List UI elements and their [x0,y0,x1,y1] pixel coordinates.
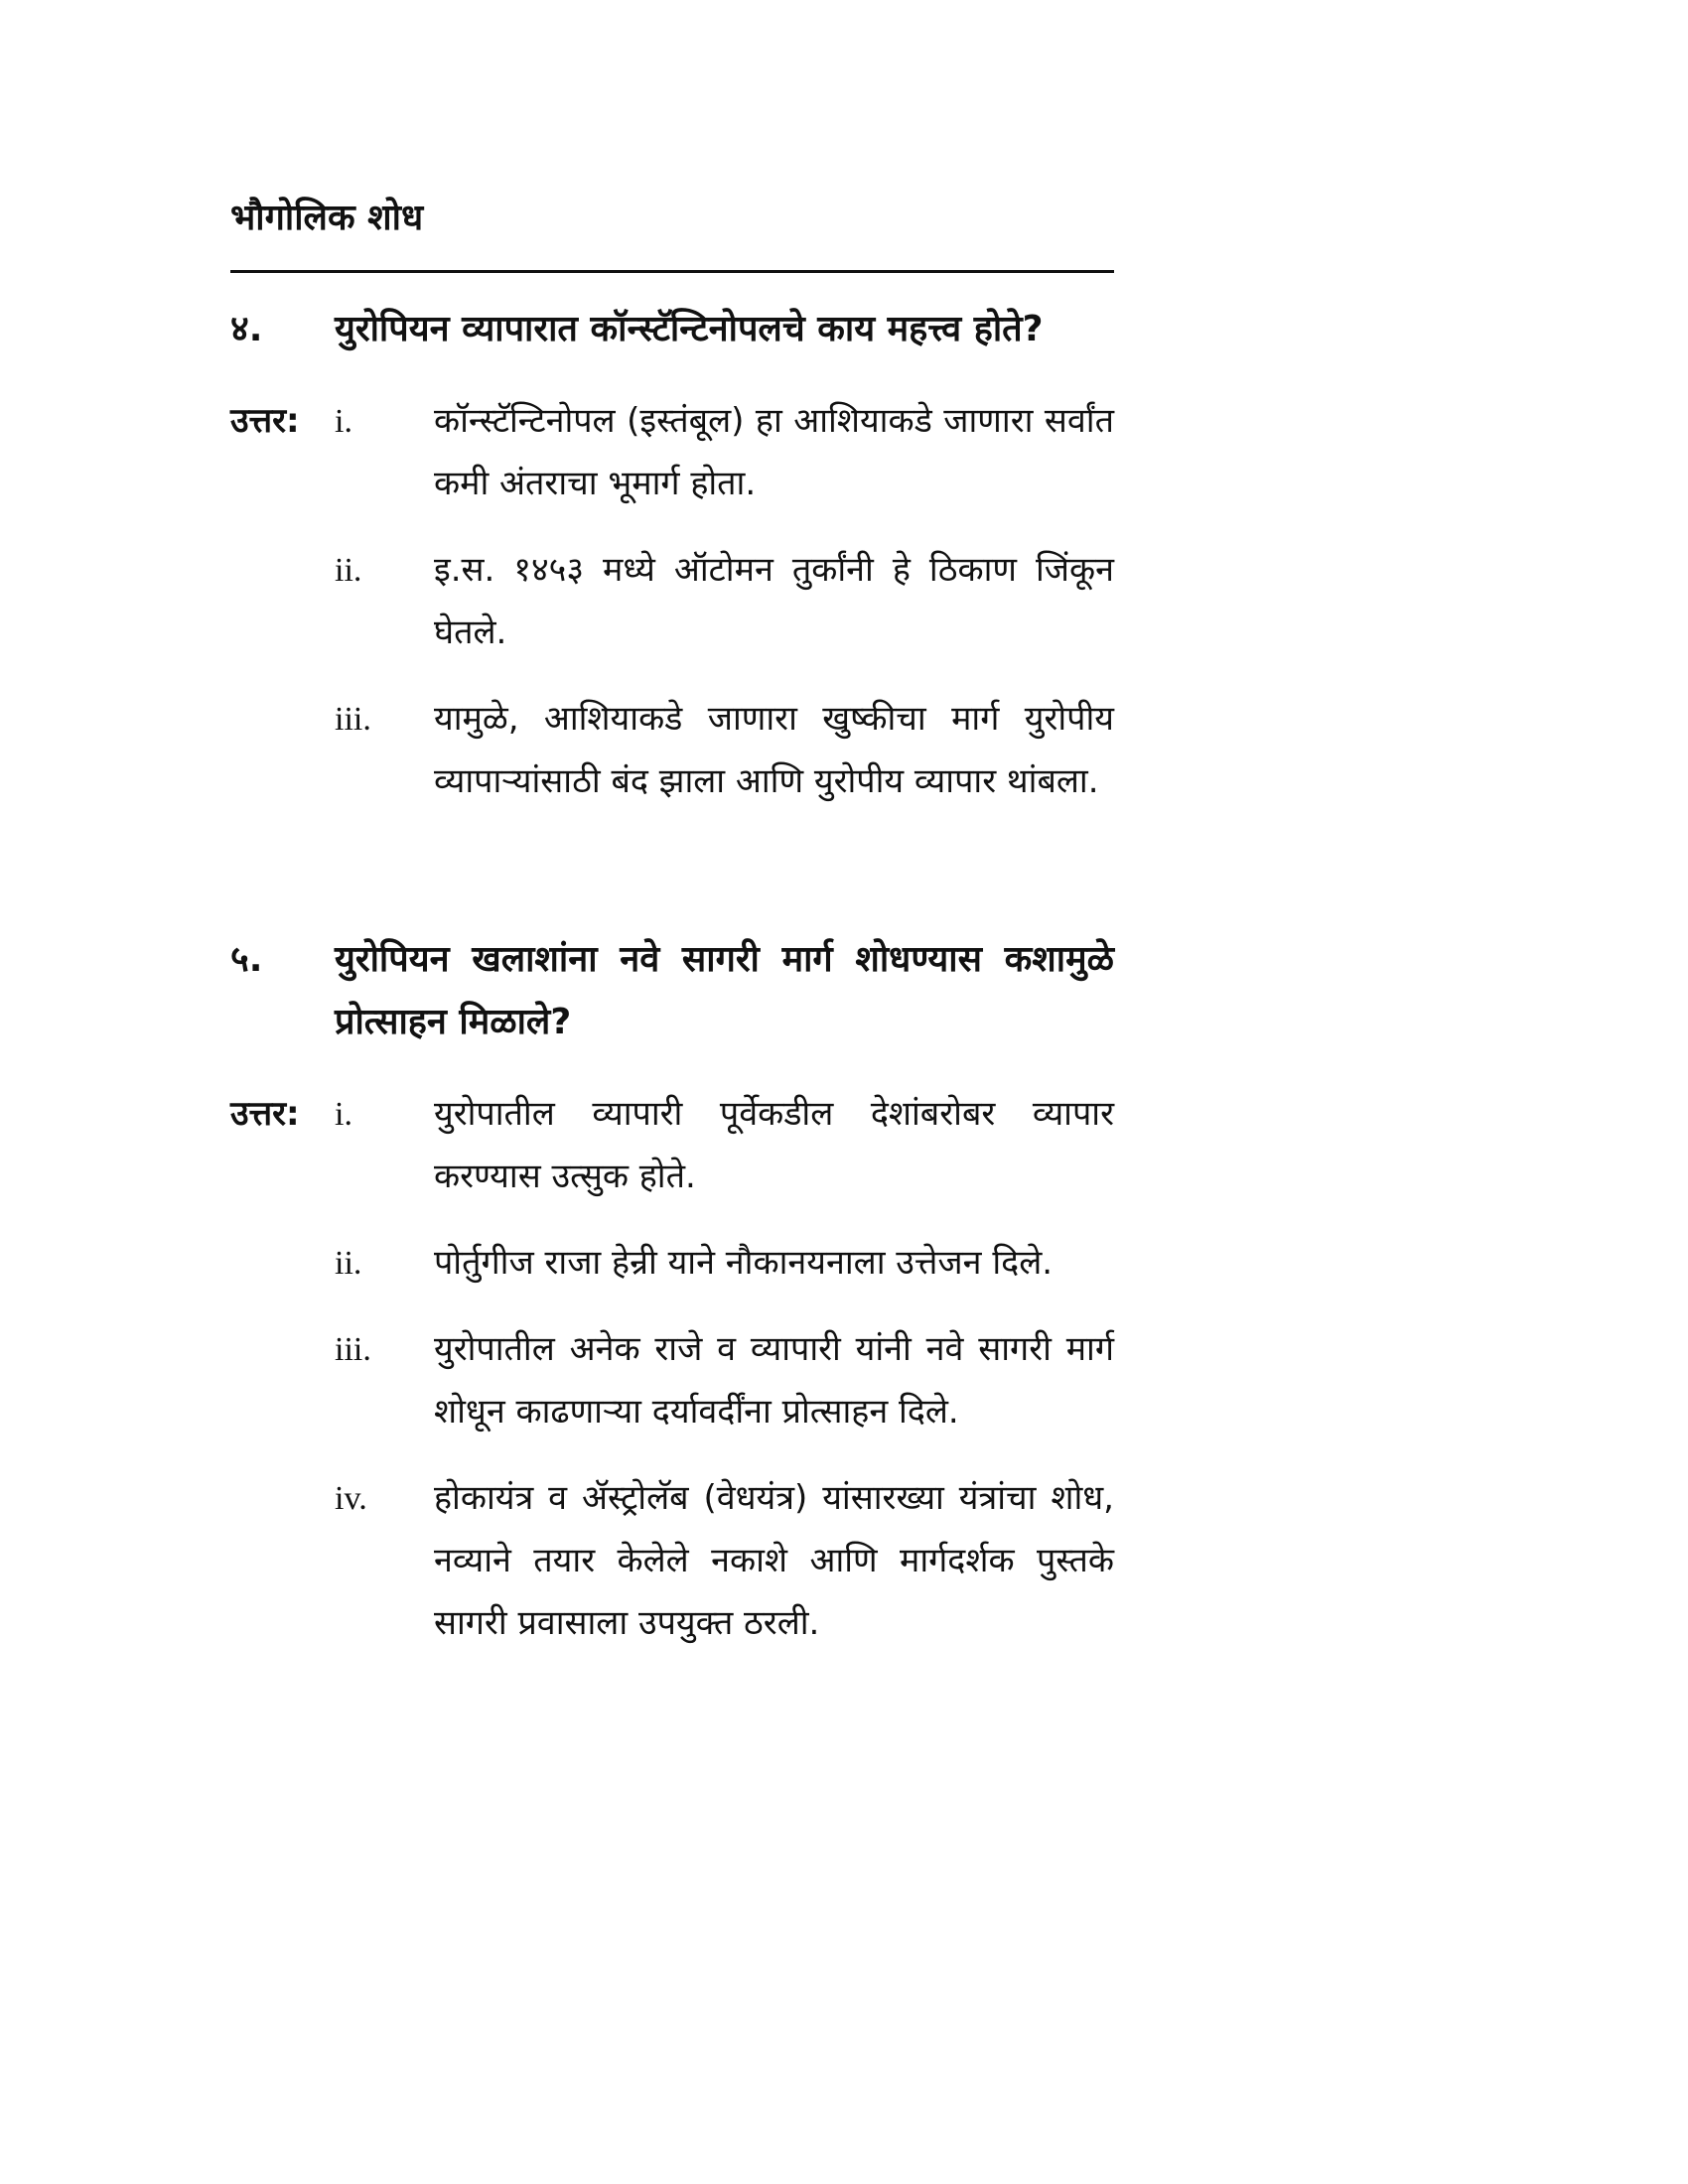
question-block-5 [230,928,1114,1679]
answer-text: होकायंत्र व ॲस्ट्रोलॅब (वेधयंत्र) यांसारख्या यंत्रांचा शोध, नव्याने तयार केलेले नकाशे आणि मार्गदर्शक पुस्तके सागरी प्रवासाला उपयुक्त ठरली. [434,1478,1114,1643]
answer-label: उत्तर: [230,401,300,441]
question-text: युरोपियन व्यापारात कॉन्स्टॅन्टिनोपलचे काय महत्त्व होते? [335,309,1044,349]
answer-item [230,1318,1114,1443]
answer-list [230,390,1114,813]
question-row [230,298,1114,360]
answer-text: यामुळे, आशियाकडे जाणारा खुष्कीचा मार्ग युरोपीय व्यापाऱ्यांसाठी बंद झाला आणि युरोपीय व्यापार थांबला. [434,699,1114,801]
answer-label: उत्तर: [230,1094,300,1134]
answer-item [230,1467,1114,1655]
answer-number: iv. [335,1480,367,1517]
answer-text: इ.स. १४५३ मध्ये ऑटोमन तुर्कांनी हे ठिकाण जिंकून घेतले. [434,550,1114,652]
answer-number: i. [335,1096,352,1133]
question-text: युरोपियन खलाशांना नवे सागरी मार्ग शोधण्यास कशामुळे प्रोत्साहन मिळाले? [335,939,1114,1042]
answer-item [230,390,1114,515]
question-number: ४. [230,309,263,349]
question-block-4 [230,298,1114,837]
answer-number: ii. [335,1245,362,1282]
answer-number: iii. [335,1331,371,1368]
answer-number: i. [335,403,352,440]
answer-number: ii. [335,552,362,589]
answer-number: iii. [335,701,371,738]
answer-list [230,1083,1114,1655]
answer-item [230,688,1114,813]
page-header [230,197,1114,239]
header-divider [230,270,1114,273]
question-row [230,928,1114,1053]
answer-text: युरोपातील अनेक राजे व व्यापारी यांनी नवे सागरी मार्ग शोधून काढणाऱ्या दर्यावर्दींना प्रोत्साहन दिले. [434,1329,1114,1432]
chapter-title: भौगोलिक शोध [230,198,424,238]
answer-item [230,1232,1114,1295]
answer-text: युरोपातील व्यापारी पूर्वेकडील देशांबरोबर व्यापार करण्यास उत्सुक होते. [434,1094,1114,1196]
answer-text: पोर्तुगीज राजा हेन्री याने नौकानयनाला उत्तेजन दिले. [434,1243,1054,1283]
question-number: ५. [230,939,263,980]
answer-item [230,1083,1114,1208]
answer-text: कॉन्स्टॅन्टिनोपल (इस्तंबूल) हा आशियाकडे जाणारा सर्वांत कमी अंतराचा भूमार्ग होता. [434,401,1114,503]
answer-item [230,539,1114,664]
